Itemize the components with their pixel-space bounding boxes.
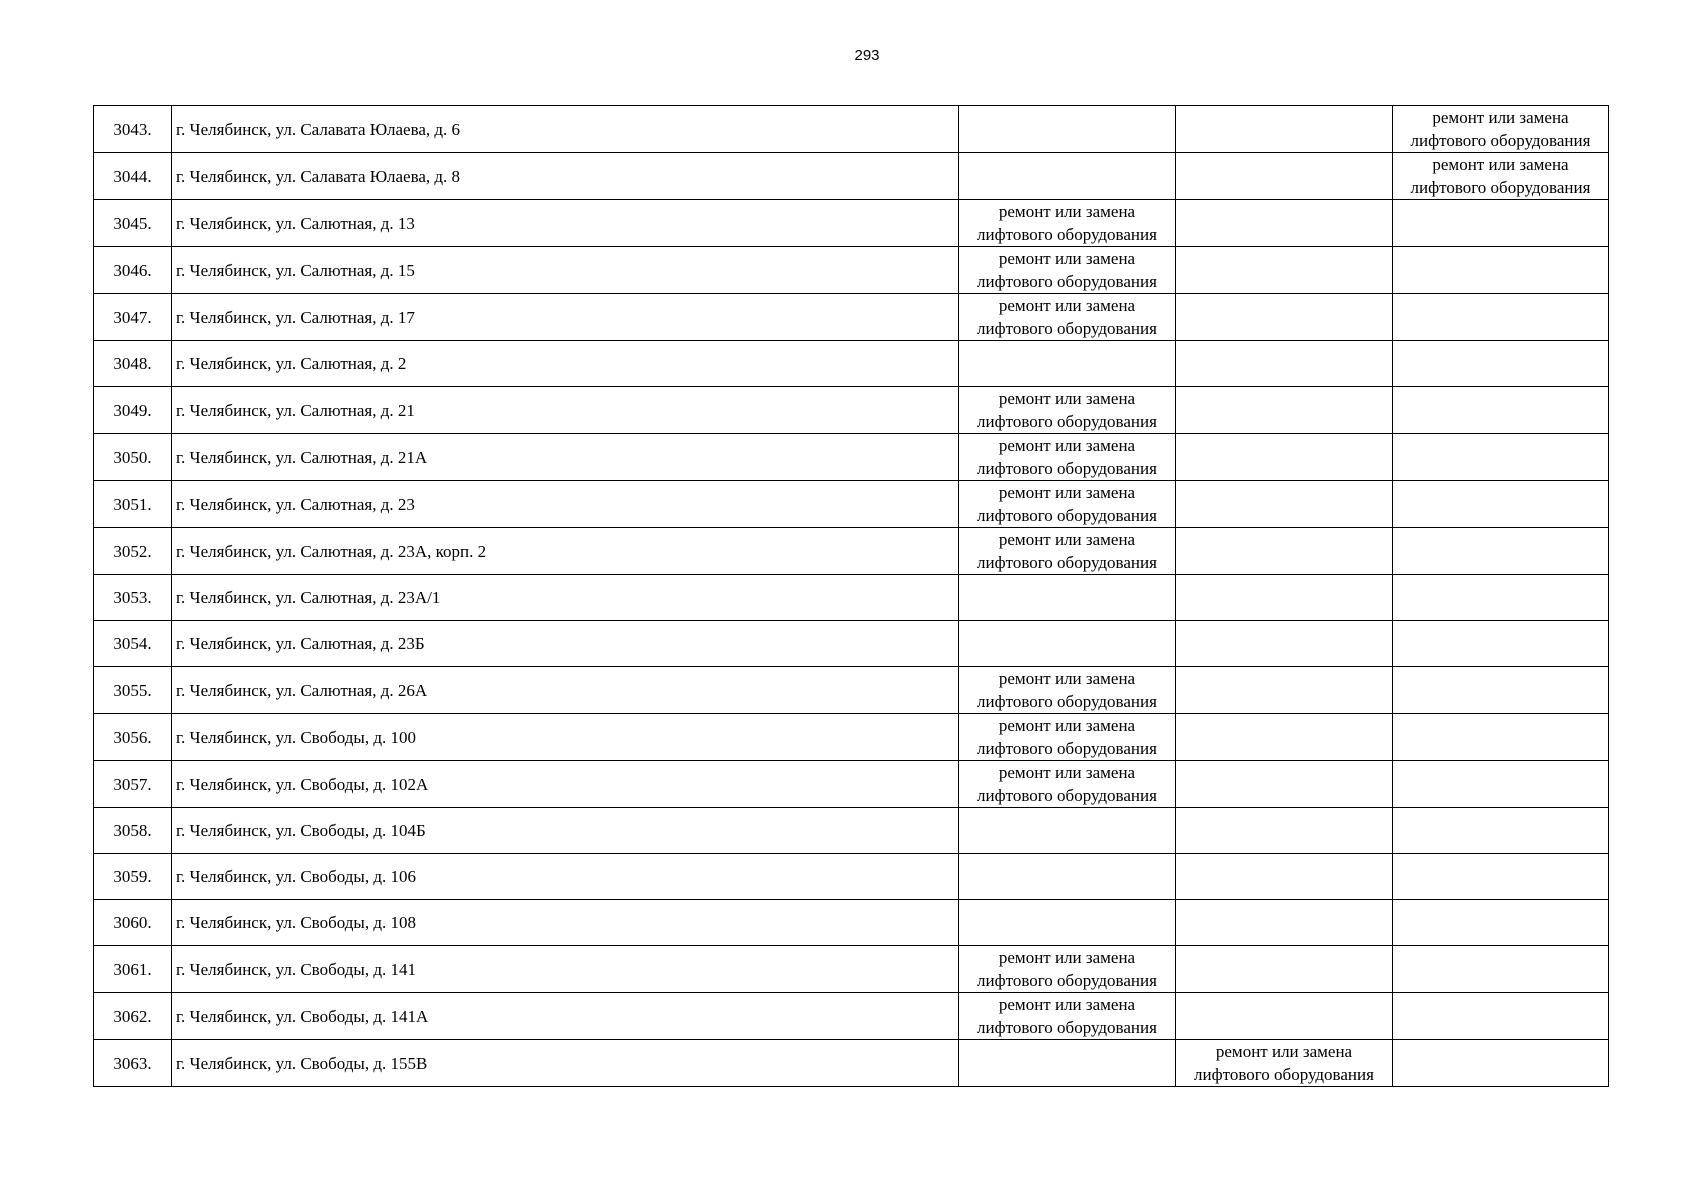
table-row [94, 434, 1609, 481]
row-work-col2 [1176, 106, 1393, 153]
row-work-col2 [1176, 387, 1393, 434]
row-work-col2: ремонт или замена лифтового оборудования [1176, 1040, 1393, 1087]
row-work-col2 [1176, 200, 1393, 247]
table-row [94, 106, 1609, 153]
register-table [93, 105, 1609, 1087]
row-address: г. Челябинск, ул. Свободы, д. 155В [172, 1040, 959, 1087]
row-address: г. Челябинск, ул. Салютная, д. 23А/1 [172, 575, 959, 621]
row-number: 3043. [94, 106, 172, 153]
row-number: 3063. [94, 1040, 172, 1087]
row-work-col3 [1393, 528, 1609, 575]
row-address: г. Челябинск, ул. Салютная, д. 21А [172, 434, 959, 481]
row-work-col3 [1393, 900, 1609, 946]
row-work-col1 [959, 153, 1176, 200]
table-row [94, 900, 1609, 946]
table-row [94, 247, 1609, 294]
row-work-col3: ремонт или замена лифтового оборудования [1393, 153, 1609, 200]
row-address: г. Челябинск, ул. Свободы, д. 106 [172, 854, 959, 900]
row-address: г. Челябинск, ул. Салютная, д. 23 [172, 481, 959, 528]
table-row [94, 294, 1609, 341]
row-address: г. Челябинск, ул. Салютная, д. 13 [172, 200, 959, 247]
row-number: 3055. [94, 667, 172, 714]
row-number: 3054. [94, 621, 172, 667]
table-row [94, 993, 1609, 1040]
row-work-col1 [959, 575, 1176, 621]
row-number: 3053. [94, 575, 172, 621]
row-work-col2 [1176, 714, 1393, 761]
row-work-col2 [1176, 575, 1393, 621]
row-work-col3 [1393, 341, 1609, 387]
row-address: г. Челябинск, ул. Свободы, д. 104Б [172, 808, 959, 854]
row-number: 3062. [94, 993, 172, 1040]
row-work-col2 [1176, 481, 1393, 528]
row-work-col2 [1176, 528, 1393, 575]
row-work-col1: ремонт или замена лифтового оборудования [959, 667, 1176, 714]
row-work-col1: ремонт или замена лифтового оборудования [959, 528, 1176, 575]
table-row [94, 481, 1609, 528]
row-number: 3061. [94, 946, 172, 993]
row-work-col2 [1176, 667, 1393, 714]
row-work-col3 [1393, 575, 1609, 621]
row-work-col1: ремонт или замена лифтового оборудования [959, 481, 1176, 528]
table-row [94, 667, 1609, 714]
row-work-col1 [959, 1040, 1176, 1087]
row-address: г. Челябинск, ул. Свободы, д. 108 [172, 900, 959, 946]
row-work-col1: ремонт или замена лифтового оборудования [959, 946, 1176, 993]
table-row [94, 200, 1609, 247]
row-number: 3057. [94, 761, 172, 808]
row-number: 3060. [94, 900, 172, 946]
row-work-col3 [1393, 387, 1609, 434]
row-number: 3052. [94, 528, 172, 575]
row-work-col3 [1393, 714, 1609, 761]
row-work-col1 [959, 900, 1176, 946]
row-number: 3056. [94, 714, 172, 761]
row-number: 3051. [94, 481, 172, 528]
row-work-col2 [1176, 808, 1393, 854]
row-work-col2 [1176, 621, 1393, 667]
row-address: г. Челябинск, ул. Салютная, д. 15 [172, 247, 959, 294]
row-address: г. Челябинск, ул. Салютная, д. 23А, корп. 2 [172, 528, 959, 575]
row-number: 3045. [94, 200, 172, 247]
register-table-body [94, 106, 1609, 1087]
table-row [94, 714, 1609, 761]
table-row [94, 153, 1609, 200]
row-work-col3 [1393, 808, 1609, 854]
row-number: 3048. [94, 341, 172, 387]
row-work-col2 [1176, 900, 1393, 946]
row-work-col1: ремонт или замена лифтового оборудования [959, 247, 1176, 294]
row-work-col3 [1393, 667, 1609, 714]
row-work-col2 [1176, 153, 1393, 200]
table-row [94, 1040, 1609, 1087]
row-work-col1 [959, 854, 1176, 900]
row-work-col3 [1393, 200, 1609, 247]
row-work-col3 [1393, 247, 1609, 294]
row-work-col1 [959, 808, 1176, 854]
row-work-col2 [1176, 946, 1393, 993]
table-row [94, 946, 1609, 993]
row-work-col3 [1393, 621, 1609, 667]
row-address: г. Челябинск, ул. Салавата Юлаева, д. 6 [172, 106, 959, 153]
row-work-col1 [959, 341, 1176, 387]
row-work-col1: ремонт или замена лифтового оборудования [959, 761, 1176, 808]
row-work-col3 [1393, 294, 1609, 341]
row-address: г. Челябинск, ул. Салютная, д. 17 [172, 294, 959, 341]
row-work-col1: ремонт или замена лифтового оборудования [959, 387, 1176, 434]
table-row [94, 575, 1609, 621]
row-address: г. Челябинск, ул. Салютная, д. 21 [172, 387, 959, 434]
row-work-col1: ремонт или замена лифтового оборудования [959, 434, 1176, 481]
row-number: 3059. [94, 854, 172, 900]
table-row [94, 387, 1609, 434]
row-work-col1: ремонт или замена лифтового оборудования [959, 200, 1176, 247]
row-address: г. Челябинск, ул. Свободы, д. 102А [172, 761, 959, 808]
row-work-col3 [1393, 1040, 1609, 1087]
row-work-col3 [1393, 434, 1609, 481]
row-address: г. Челябинск, ул. Салютная, д. 23Б [172, 621, 959, 667]
row-work-col1 [959, 621, 1176, 667]
row-number: 3046. [94, 247, 172, 294]
row-work-col2 [1176, 341, 1393, 387]
row-address: г. Челябинск, ул. Свободы, д. 141 [172, 946, 959, 993]
table-row [94, 854, 1609, 900]
row-work-col3 [1393, 946, 1609, 993]
table-row [94, 528, 1609, 575]
row-work-col2 [1176, 294, 1393, 341]
table-row [94, 341, 1609, 387]
row-work-col1 [959, 106, 1176, 153]
table-row [94, 621, 1609, 667]
row-work-col3 [1393, 481, 1609, 528]
row-address: г. Челябинск, ул. Салютная, д. 2 [172, 341, 959, 387]
row-number: 3058. [94, 808, 172, 854]
row-work-col1: ремонт или замена лифтового оборудования [959, 294, 1176, 341]
row-number: 3044. [94, 153, 172, 200]
row-work-col3 [1393, 761, 1609, 808]
row-work-col2 [1176, 247, 1393, 294]
row-address: г. Челябинск, ул. Свободы, д. 141А [172, 993, 959, 1040]
row-address: г. Челябинск, ул. Салютная, д. 26А [172, 667, 959, 714]
row-address: г. Челябинск, ул. Свободы, д. 100 [172, 714, 959, 761]
row-work-col2 [1176, 993, 1393, 1040]
table-row [94, 761, 1609, 808]
row-address: г. Челябинск, ул. Салавата Юлаева, д. 8 [172, 153, 959, 200]
row-number: 3050. [94, 434, 172, 481]
row-work-col2 [1176, 854, 1393, 900]
row-work-col1: ремонт или замена лифтового оборудования [959, 714, 1176, 761]
row-work-col3 [1393, 993, 1609, 1040]
row-work-col3 [1393, 854, 1609, 900]
row-work-col2 [1176, 434, 1393, 481]
row-work-col2 [1176, 761, 1393, 808]
row-work-col1: ремонт или замена лифтового оборудования [959, 993, 1176, 1040]
row-work-col3: ремонт или замена лифтового оборудования [1393, 106, 1609, 153]
table-row [94, 808, 1609, 854]
row-number: 3047. [94, 294, 172, 341]
page-number: 293 [854, 47, 880, 64]
row-number: 3049. [94, 387, 172, 434]
